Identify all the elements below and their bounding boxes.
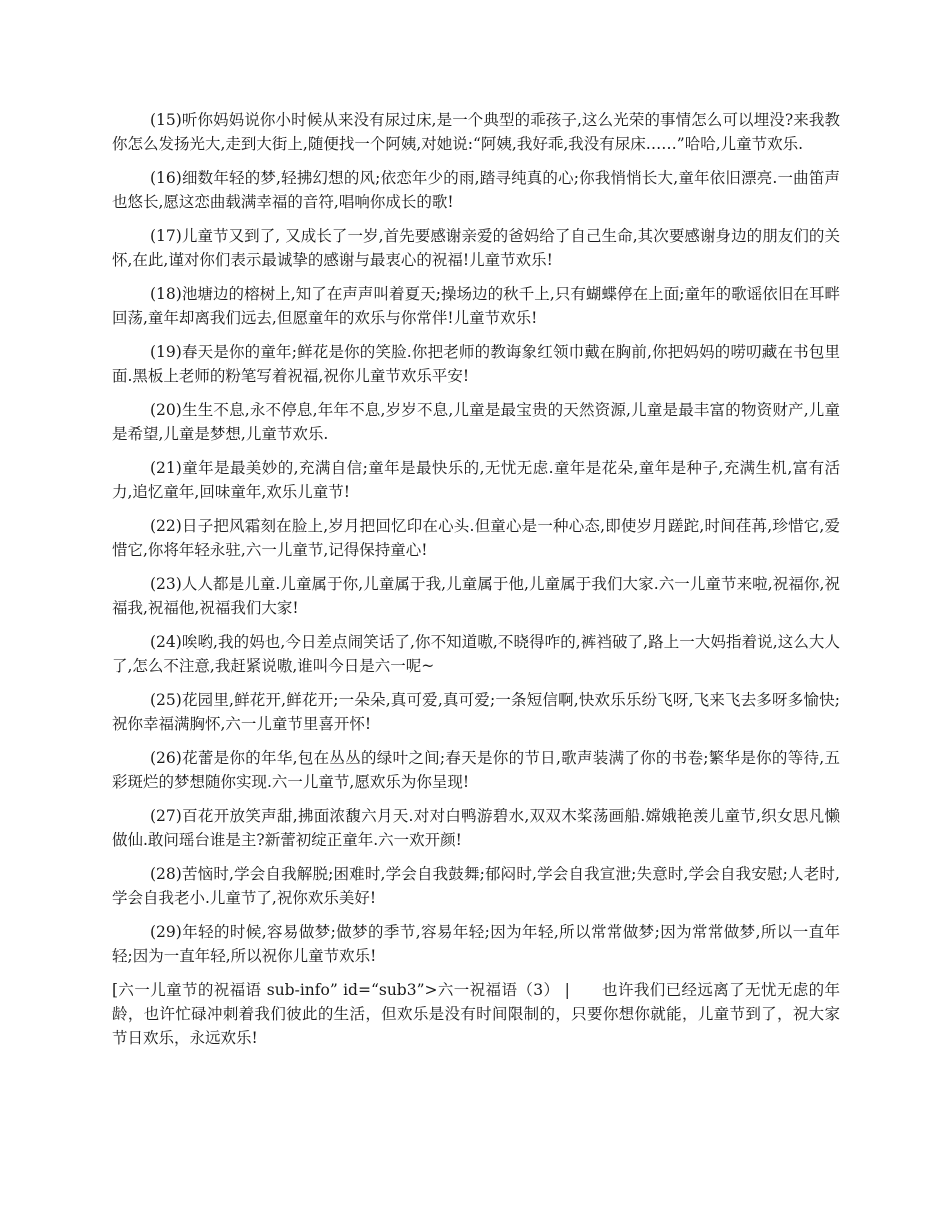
- paragraph-24: (24)唉哟,我的妈也,今日差点闹笑话了,你不知道嗷,不晓得咋的,裤裆破了,路上一大妈指着说,这么大人了,怎么不注意,我赶紧说嗷,谁叫今日是六一呢~: [112, 633, 840, 675]
- paragraph-22: (22)日子把风霜刻在脸上,岁月把回忆印在心头.但童心是一种心态,即使岁月蹉跎,时间荏苒,珍惜它,爱惜它,你将年轻永驻,六一儿童节,记得保持童心!: [112, 517, 840, 559]
- sub-section-text: [六一儿童节的祝福语 sub-info” id=“sub3”>六一祝福语（3） | 也许我们已经远离了无忧无虑的年龄，也许忙碌冲刺着我们彼此的生活，但欢乐是没有时间限制的，只要你想你就能，儿童节到了，祝大家节日欢乐，永远欢乐!: [112, 981, 840, 1047]
- paragraph-26: (26)花蕾是你的年华,包在丛丛的绿叶之间;春天是你的节日,歌声装满了你的书卷;繁华是你的等待,五彩斑烂的梦想随你实现.六一儿童节,愿欢乐为你呈现!: [112, 749, 840, 791]
- paragraph-23: (23)人人都是儿童.儿童属于你,儿童属于我,儿童属于他,儿童属于我们大家.六一儿童节来啦,祝福你,祝福我,祝福他,祝福我们大家!: [112, 575, 840, 617]
- paragraph-28: (28)苦恼时,学会自我解脱;困难时,学会自我鼓舞;郁闷时,学会自我宣泄;失意时,学会自我安慰;人老时,学会自我老小.儿童节了,祝你欢乐美好!: [112, 865, 840, 907]
- paragraph-17: (17)儿童节又到了, 又成长了一岁,首先要感谢亲爱的爸妈给了自己生命,其次要感谢身边的朋友们的关怀,在此,谨对你们表示最诚挚的感谢与最衷心的祝福!儿童节欢乐!: [112, 227, 840, 269]
- paragraph-18: (18)池塘边的榕树上,知了在声声叫着夏天;操场边的秋千上,只有蝴蝶停在上面;童年的歌谣依旧在耳畔回荡,童年却离我们远去,但愿童年的欢乐与你常伴!儿童节欢乐!: [112, 285, 840, 327]
- document-body: [112, 108, 840, 1050]
- paragraph-19: (19)春天是你的童年;鲜花是你的笑脸.你把老师的教诲象红领巾戴在胸前,你把妈妈的唠叨藏在书包里面.黑板上老师的粉笔写着祝福,祝你儿童节欢乐平安!: [112, 343, 840, 385]
- paragraph-15: (15)听你妈妈说你小时候从来没有尿过床,是一个典型的乖孩子,这么光荣的事情怎么可以埋没?来我教你怎么发扬光大,走到大街上,随便找一个阿姨,对她说:“阿姨,我好乖,我没有尿床……”哈哈,儿童节欢乐.: [112, 111, 840, 153]
- paragraph-25: (25)花园里,鲜花开,鲜花开;一朵朵,真可爱,真可爱;一条短信啊,快欢乐乐纷飞呀,飞来飞去多呀多愉快;祝你幸福满胸怀,六一儿童节里喜开怀!: [112, 691, 840, 733]
- paragraph-21: (21)童年是最美妙的,充满自信;童年是最快乐的,无忧无虑.童年是花朵,童年是种子,充满生机,富有活力,追忆童年,回味童年,欢乐儿童节!: [112, 459, 840, 501]
- paragraph-27: (27)百花开放笑声甜,拂面浓馥六月天.对对白鸭游碧水,双双木桨荡画船.嫦娥艳羡儿童节,织女思凡懒做仙.敢问瑶台谁是主?新蕾初绽正童年.六一欢开颜!: [112, 807, 840, 849]
- paragraph-20: (20)生生不息,永不停息,年年不息,岁岁不息,儿童是最宝贵的天然资源,儿童是最丰富的物资财产,儿童是希望,儿童是梦想,儿童节欢乐.: [112, 401, 840, 443]
- paragraph-16: (16)细数年轻的梦,轻拂幻想的风;依恋年少的雨,踏寻纯真的心;你我悄悄长大,童年依旧漂亮.一曲笛声也悠长,愿这恋曲载满幸福的音符,唱响你成长的歌!: [112, 169, 840, 211]
- paragraph-29: (29)年轻的时候,容易做梦;做梦的季节,容易年轻;因为年轻,所以常常做梦;因为常常做梦,所以一直年轻;因为一直年轻,所以祝你儿童节欢乐!: [112, 923, 840, 965]
